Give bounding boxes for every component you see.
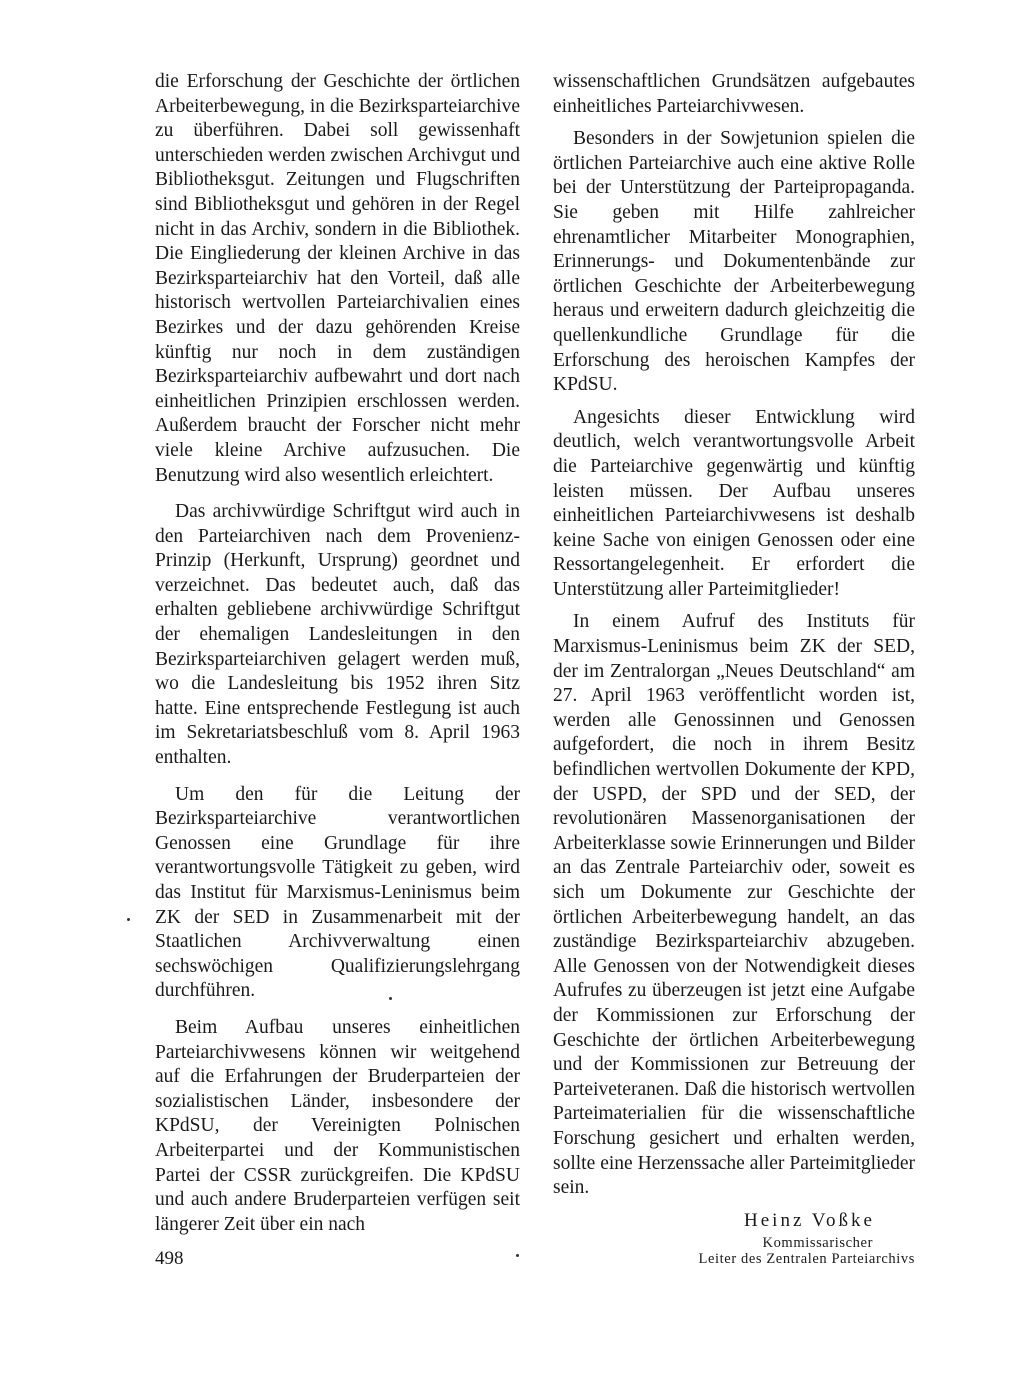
- paragraph-provenance: Das archivwürdige Schriftgut wird auch in den Parteiarchiven nach dem Provenienz-Prinzip (Herkunft, Ursprung) geordnet und verzeichnet. Das bedeutet auch, daß das erhalten gebliebene archivwürdige Schriftgut der ehemaligen Landesleitungen in den Bezirksparteiarchiven gelagert werden muß, wo die Landesleitung bis 1952 ihren Sitz hatte. Eine entsprechende Festlegung ist auch im Sekretariatsbeschluß vom 8. April 1963 enthalten.: [155, 501, 520, 769]
- signature-title-line1: Kommissarischer: [762, 1234, 873, 1251]
- paragraph-qualification-course: Um den für die Leitung der Bezirksparteiarchive verantwortlichen Genossen eine Grundlage für ihre verantwortungsvolle Tätigkeit zu geben, wird das Institut für Marxismus-Leninismus beim ZK der SED in Zusammenarbeit mit der Staatlichen Archivverwaltung einen sechswöchigen Qualifizierungslehrgang durchführen.: [155, 783, 520, 1002]
- signature-name: Heinz Voßke: [744, 1209, 875, 1231]
- signature-title-line2: Leiter des Zentralen Parteiarchivs: [698, 1250, 915, 1267]
- print-speck: [127, 918, 130, 921]
- paragraph-development: Angesichts dieser Entwicklung wird deutlich, welch verantwortungsvolle Arbeit die Parteiarchive gegenwärtig und künftig leisten müssen. Der Aufbau unseres einheitlichen Parteiarchivwesens ist deshalb keine Sache von einigen Genossen oder eine Ressortangelegenheit. Er erfordert die Unterstützung aller Parteimitglieder!: [553, 406, 915, 600]
- print-speck: [516, 1254, 519, 1257]
- print-speck: [389, 997, 392, 1000]
- right-column: [553, 70, 915, 1267]
- paragraph-brother-parties: Beim Aufbau unseres einheitlichen Parteiarchivwesens können wir weitgehend auf die Erfahrungen der Bruderparteien der sozialistischen Länder, insbesondere der KPdSU, der Vereinigten Polnischen Arbeiterpartei und der Kommunistischen Partei der CSSR zurückgreifen. Die KPdSU und auch andere Bruderparteien verfügen seit längerer Zeit über ein nach: [155, 1016, 520, 1235]
- left-column: [155, 70, 520, 1249]
- paragraph-continuation: die Erforschung der Geschichte der örtlichen Arbeiterbewegung, in die Bezirksparteiarchive zu überführen. Dabei soll gewissenhaft unterschieden werden zwischen Archivgut und Bibliotheksgut. Zeitungen und Flugschriften sind Bibliotheksgut und gehören in der Regel nicht in das Archiv, sondern in die Bibliothek. Die Eingliederung der kleinen Archive in das Bezirksparteiarchiv hat den Vorteil, daß alle historisch wertvollen Parteiarchivalien eines Bezirkes und der dazu gehörenden Kreise künftig nur noch in dem zuständigen Bezirksparteiarchiv aufbewahrt und dort nach einheitlichen Prinzipien erschlossen werden. Außerdem braucht der Forscher nicht mehr viele kleine Archive aufzusuchen. Die Benutzung wird also wesentlich erleichtert.: [155, 71, 520, 486]
- paragraph-continuation-right: wissenschaftlichen Grundsätzen aufgebautes einheitliches Parteiarchivwesen.: [553, 71, 915, 117]
- paragraph-soviet-union: Besonders in der Sowjetunion spielen die örtlichen Parteiarchive auch eine aktive Rolle bei der Unterstützung der Parteipropaganda. Sie geben mit Hilfe zahlreicher ehrenamtlicher Mitarbeiter Monographien, Erinnerungs- und Dokumentenbände zur örtlichen Geschichte der Arbeiterbewegung heraus und erweitern dadurch gleichzeitig die quellenkundliche Grundlage für die Erforschung des heroischen Kampfes der KPdSU.: [553, 128, 915, 396]
- page-number: 498: [155, 1248, 184, 1269]
- paragraph-appeal: In einem Aufruf des Instituts für Marxismus-Leninismus beim ZK der SED, der im Zentralorgan „Neues Deutschland“ am 27. April 1963 veröffentlicht worden ist, werden alle Genossinnen und Genossen aufgefordert, die noch in ihrem Besitz befindlichen wertvollen Dokumente der KPD, der USPD, der SPD und der SED, der revolutionären Massenorganisationen der Arbeiterklasse sowie Erinnerungen und Bilder an das Zentrale Parteiarchiv oder, soweit es sich um Dokumente zur Geschichte der örtlichen Arbeiterbewegung handelt, an das zuständige Bezirksparteiarchiv abzugeben. Alle Genossen von der Notwendigkeit dieses Aufrufes zu überzeugen ist jetzt eine Aufgabe der Kommissionen zur Erforschung der Geschichte der örtlichen Arbeiterbewegung und der Kommissionen zur Betreuung der Parteiveteranen. Daß die historisch wertvollen Parteimaterialien für die wissenschaftliche Forschung gesichert und erhalten werden, sollte eine Herzenssache aller Parteimitglieder sein.: [553, 611, 915, 1199]
